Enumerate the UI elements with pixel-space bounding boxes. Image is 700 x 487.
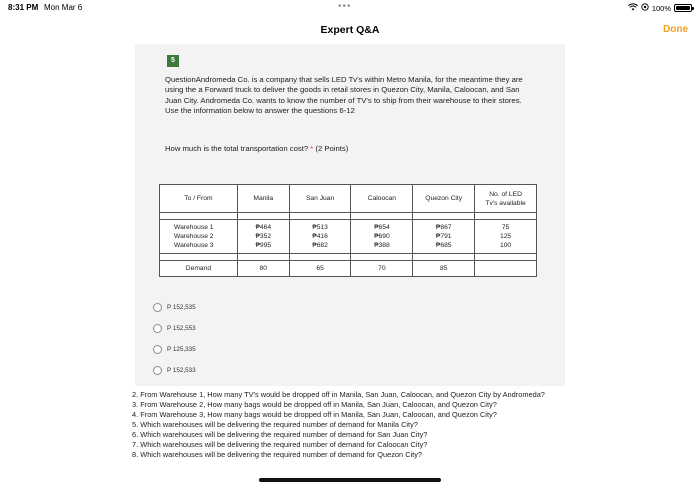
header-available: No. of LED Tv's available bbox=[475, 185, 537, 213]
cell-w2-quezon-city: ₱791 bbox=[435, 233, 452, 240]
cell-w2-manila: ₱352 bbox=[255, 233, 272, 240]
cell-w1-manila: ₱464 bbox=[255, 224, 272, 231]
cell-w3-available: 100 bbox=[499, 242, 512, 249]
question-prompt bbox=[165, 144, 348, 153]
question-text: QuestionAndromeda Co. is a company that sells LED Tv's within Metro Manila, for the meantime they are using the a Forward truck to deliver the goods in retail stores in Quezon City, Manila, Caloocan, and San Juan City. Andromeda Co. wants to know the number of TV's to ship from their warehouse to their stores. Use the information below to answer the questions 6-12 bbox=[165, 75, 523, 115]
radio-button[interactable] bbox=[153, 303, 162, 312]
answer-option-label: P 152,533 bbox=[167, 367, 196, 374]
multitasking-dots[interactable]: ••• bbox=[338, 1, 352, 12]
answer-option-2[interactable] bbox=[153, 324, 196, 333]
answer-option-label: P 152,553 bbox=[167, 325, 196, 332]
table-spacer-row bbox=[160, 254, 537, 261]
radio-button[interactable] bbox=[153, 366, 162, 375]
demand-manila: 80 bbox=[237, 261, 289, 277]
follow-up-question-6: 6. Which warehouses will be delivering the required number of demand for San Juan City? bbox=[132, 430, 428, 439]
demand-available bbox=[475, 261, 537, 277]
question-prompt-text: How much is the total transportation cost? bbox=[165, 144, 309, 153]
answer-option-4[interactable] bbox=[153, 366, 196, 375]
quezon-city-costs bbox=[413, 220, 475, 254]
header-caloocan: Caloocan bbox=[351, 185, 413, 213]
battery-level bbox=[676, 6, 690, 10]
question-number-badge: 5 bbox=[167, 55, 179, 67]
done-button[interactable]: Done bbox=[663, 24, 688, 35]
battery-icon bbox=[674, 4, 692, 12]
manila-costs bbox=[237, 220, 289, 254]
follow-up-question-8: 8. Which warehouses will be delivering the required number of demand for Quezon City? bbox=[132, 450, 423, 459]
home-indicator[interactable] bbox=[259, 478, 441, 482]
cell-w1-san-juan: ₱513 bbox=[312, 224, 328, 231]
required-mark: * bbox=[310, 144, 314, 153]
answer-option-label: P 152,535 bbox=[167, 304, 196, 311]
follow-up-question-3: 3. From Warehouse 2, How many bags would be dropped off in Manila, San Juan, Caloocan, and Quezon City? bbox=[132, 400, 497, 409]
status-indicators bbox=[628, 3, 692, 13]
header-to-from: To / From bbox=[160, 185, 238, 213]
follow-up-question-4: 4. From Warehouse 3, How many bags would be dropped off in Manila, San Juan, Caloocan, and Quezon City? bbox=[132, 410, 497, 419]
cell-w3-quezon-city: ₱685 bbox=[435, 242, 452, 249]
follow-up-question-7: 7. Which warehouses will be delivering the required number of demand for Caloocan City? bbox=[132, 440, 428, 449]
caloocan-costs bbox=[351, 220, 413, 254]
demand-label: Demand bbox=[160, 261, 238, 277]
location-icon bbox=[641, 3, 649, 13]
cell-w1-available: 75 bbox=[501, 224, 510, 231]
warehouse-2-label: Warehouse 2 bbox=[174, 233, 214, 240]
page-title: Expert Q&A bbox=[320, 24, 380, 36]
answer-option-label: P 125,335 bbox=[167, 346, 196, 353]
header-manila: Manila bbox=[237, 185, 289, 213]
battery-percent: 100% bbox=[651, 3, 671, 13]
table-header-row bbox=[160, 185, 537, 213]
status-date: Mon Mar 6 bbox=[44, 3, 83, 12]
cell-w2-san-juan: ₱416 bbox=[312, 233, 328, 240]
demand-row bbox=[160, 261, 537, 277]
header-san-juan: San Juan bbox=[289, 185, 351, 213]
cell-w1-caloocan: ₱654 bbox=[374, 224, 390, 231]
follow-up-questions bbox=[132, 390, 582, 460]
cell-w3-caloocan: ₱388 bbox=[374, 242, 390, 249]
san-juan-costs bbox=[289, 220, 351, 254]
demand-caloocan: 70 bbox=[351, 261, 413, 277]
cell-w2-available: 125 bbox=[499, 233, 512, 240]
radio-button[interactable] bbox=[153, 324, 162, 333]
demand-quezon-city: 85 bbox=[413, 261, 475, 277]
available-counts bbox=[475, 220, 537, 254]
warehouse-names bbox=[160, 220, 238, 254]
cell-w1-quezon-city: ₱867 bbox=[435, 224, 452, 231]
follow-up-question-2: 2. From Warehouse 1, How many TV's would be dropped off in Manila, San Juan, Caloocan, and Quezon City by Andromeda? bbox=[132, 390, 545, 399]
table-spacer-row bbox=[160, 213, 537, 220]
table-row bbox=[160, 220, 537, 254]
cell-w3-san-juan: ₱682 bbox=[312, 242, 328, 249]
question-points: (2 Points) bbox=[315, 144, 349, 153]
transportation-cost-table bbox=[159, 184, 537, 277]
radio-button[interactable] bbox=[153, 345, 162, 354]
cell-w3-manila: ₱995 bbox=[255, 242, 272, 249]
follow-up-question-5: 5. Which warehouses will be delivering the required number of demand for Manila City? bbox=[132, 420, 418, 429]
warehouse-1-label: Warehouse 1 bbox=[174, 224, 214, 231]
status-time: 8:31 PM bbox=[8, 3, 39, 12]
answer-option-3[interactable] bbox=[153, 345, 196, 354]
question-image bbox=[135, 44, 565, 386]
cell-w2-caloocan: ₱690 bbox=[374, 233, 390, 240]
wifi-icon bbox=[628, 3, 638, 13]
header-quezon-city: Quezon City bbox=[413, 185, 475, 213]
answer-option-1[interactable] bbox=[153, 303, 196, 312]
warehouse-3-label: Warehouse 3 bbox=[174, 242, 214, 249]
demand-san-juan: 65 bbox=[289, 261, 351, 277]
